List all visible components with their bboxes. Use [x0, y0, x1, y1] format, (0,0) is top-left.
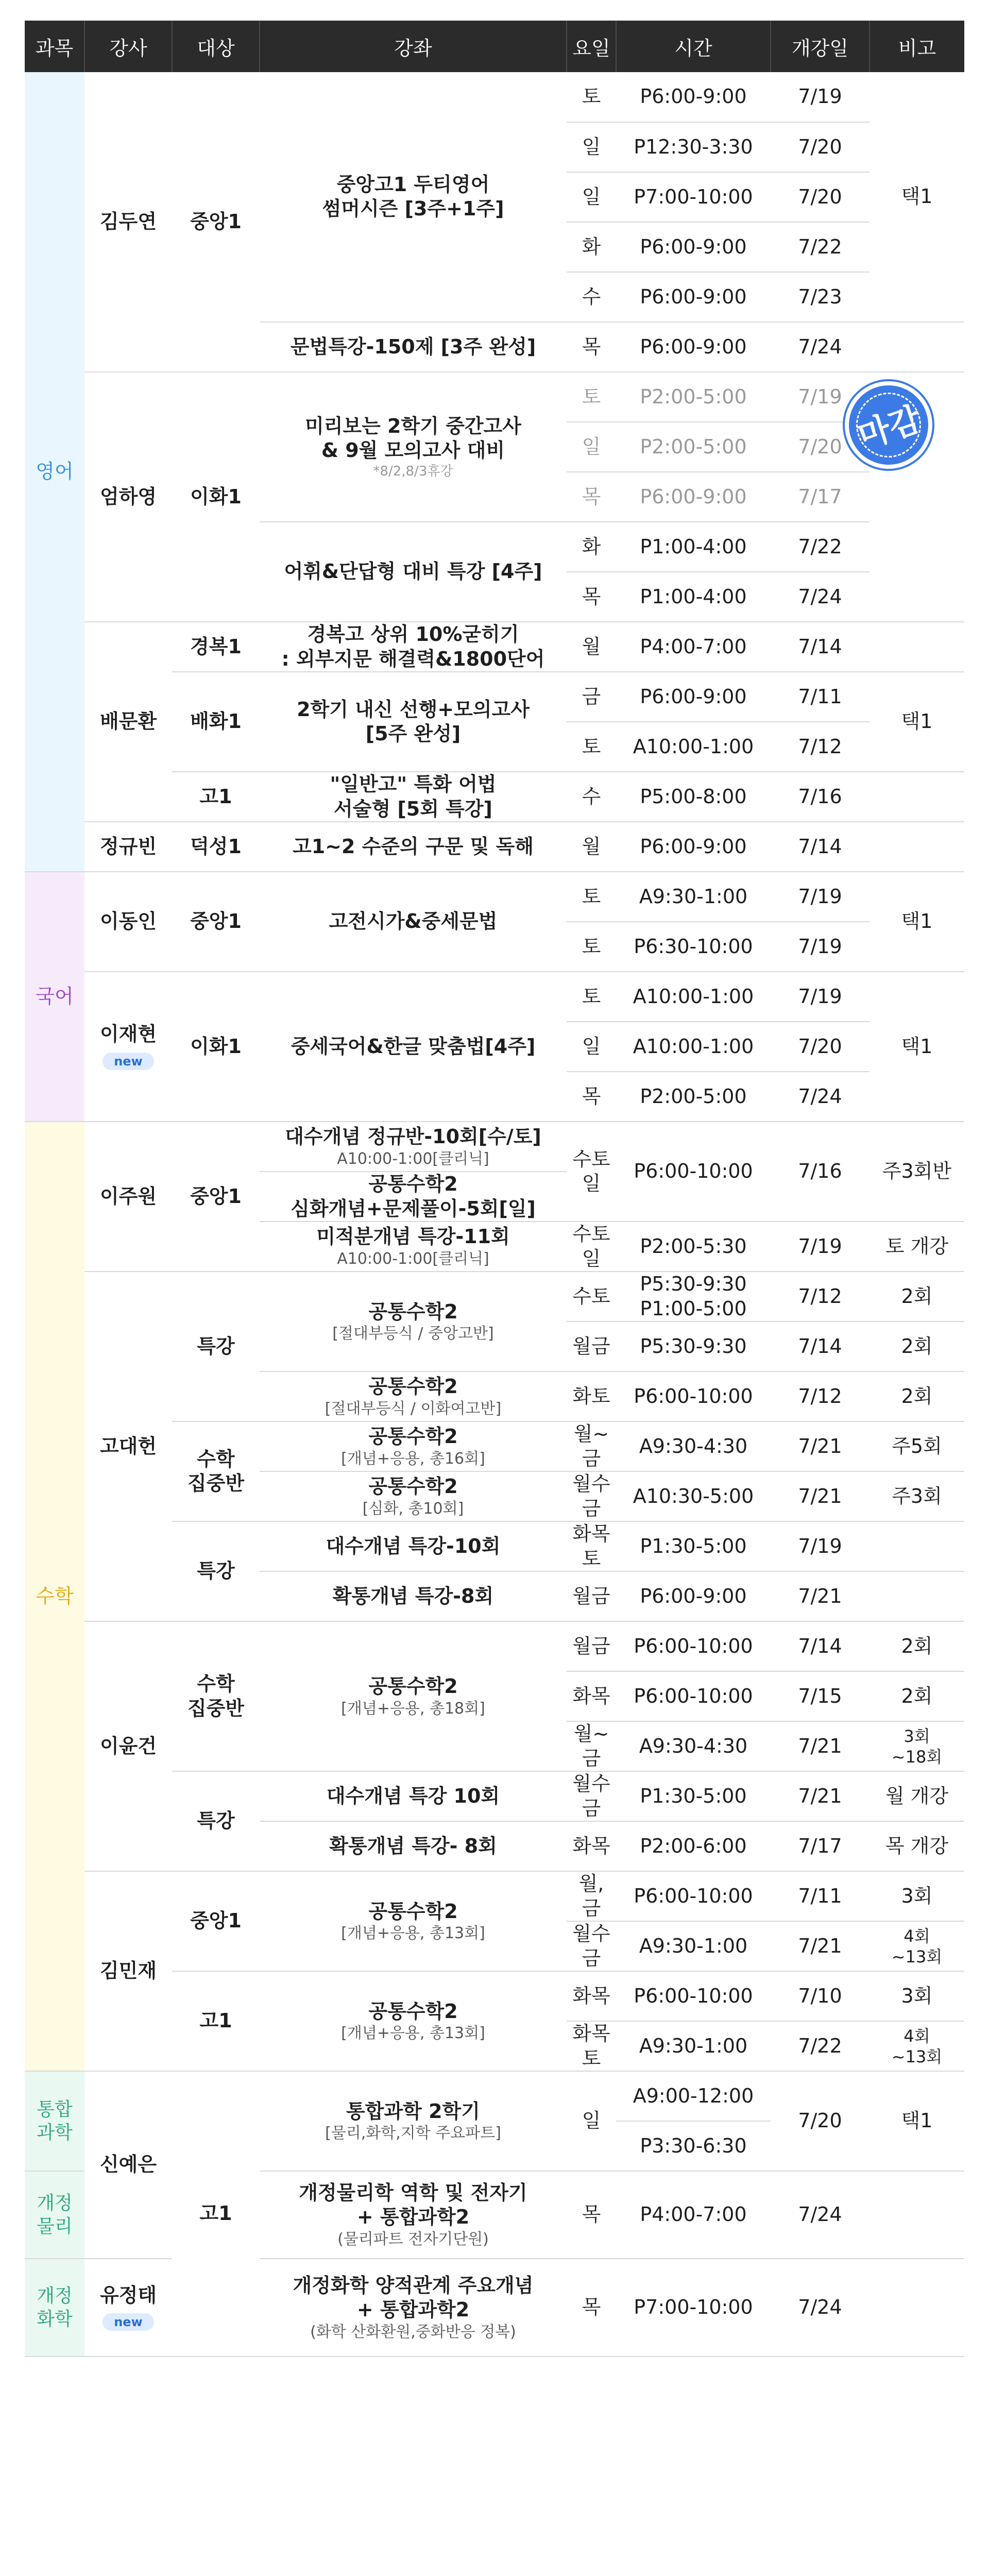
teacher-name [84, 972, 172, 1122]
time-cell: A9:30-1:00 [616, 872, 771, 922]
teacher-name: 이윤건 [84, 1621, 172, 1871]
target-school: 특강 [172, 1272, 260, 1421]
course-title [260, 1871, 567, 1971]
time-cell: A9:00-12:00 [616, 2071, 771, 2121]
course-title: 고전시가&중세문법 [260, 872, 567, 972]
day-cell: 토 [567, 372, 616, 422]
target-school: 경복1 [172, 622, 260, 672]
start-date-cell: 7/19 [771, 972, 869, 1022]
start-date-cell: 7/12 [771, 1371, 869, 1421]
start-date-cell: 7/20 [771, 422, 869, 472]
target-school: 중앙1 [172, 1122, 260, 1272]
day-cell: 수토일 [567, 1122, 616, 1222]
day-cell: 월~금 [567, 1721, 616, 1771]
start-date-cell: 7/24 [771, 2171, 869, 2259]
course-title [260, 672, 567, 772]
time-cell: P1:30-5:00 [616, 1771, 771, 1821]
time-cell: P12:30-3:30 [616, 122, 771, 172]
time-cell: P2:00-5:00 [616, 422, 771, 472]
teacher-label: 이재현 [99, 1023, 157, 1045]
note-cell: 택1 [869, 2071, 964, 2171]
note-cell [869, 2171, 964, 2259]
start-date-cell: 7/21 [771, 1421, 869, 1471]
header-teacher: 강사 [84, 21, 172, 72]
target-school: 중앙1 [172, 872, 260, 972]
table-row [25, 972, 964, 1022]
course-line: 중앙고1 두티영어 [336, 173, 490, 196]
note-cell [869, 322, 964, 372]
course-line: 심화개념+문제풀이-5회[일] [291, 1197, 536, 1220]
time-cell: P3:30-6:30 [616, 2121, 771, 2171]
schedule-table [25, 21, 964, 2357]
course-line: 대수개념 정규반-10회[수/토] [285, 1125, 541, 1148]
start-date-cell: 7/14 [771, 822, 869, 872]
day-cell: 토 [567, 972, 616, 1022]
teacher-name: 신예은 [84, 2071, 172, 2259]
day-cell: 화목토 [567, 1521, 616, 1571]
note-cell: 주3회 [869, 1471, 964, 1521]
target-school: 덕성1 [172, 822, 260, 872]
day-cell: 일 [567, 122, 616, 172]
course-line: 공통수학2 [368, 1675, 458, 1698]
start-date-cell: 7/11 [771, 672, 869, 722]
time-cell: P1:00-4:00 [616, 572, 771, 622]
time-cell [616, 1272, 771, 1321]
time-cell: P5:30-9:30 [616, 1321, 771, 1371]
day-cell: 화토 [567, 1371, 616, 1421]
start-date-cell: 7/20 [771, 172, 869, 222]
header-time: 시간 [616, 21, 771, 72]
time-cell: P6:00-10:00 [616, 1671, 771, 1721]
table-row [25, 1272, 964, 1321]
time-cell: P6:00-10:00 [616, 1621, 771, 1671]
time-cell: A10:00-1:00 [616, 1022, 771, 1072]
subject-korean: 국어 [25, 872, 84, 1122]
course-title [260, 1421, 567, 1471]
start-date-cell: 7/12 [771, 1272, 869, 1321]
start-date-cell: 7/19 [771, 922, 869, 972]
note-cell: 4회 ~13회 [869, 1921, 964, 1971]
course-line: 공통수학2 [368, 1475, 458, 1498]
table-row [25, 822, 964, 872]
start-date-cell: 7/14 [771, 1621, 869, 1671]
table-row [25, 1621, 964, 1671]
start-date-cell: 7/12 [771, 722, 869, 772]
course-title [260, 772, 567, 822]
start-date-cell: 7/19 [771, 1521, 869, 1571]
start-date-cell: 7/10 [771, 1971, 869, 2021]
note-cell: 목 개강 [869, 1821, 964, 1871]
start-date-cell: 7/23 [771, 272, 869, 322]
course-line: 공통수학2 [368, 1999, 458, 2023]
course-line: 미적분개념 특강-11회 [316, 1225, 510, 1248]
day-cell: 월,금 [567, 1871, 616, 1921]
teacher-name: 정규빈 [84, 822, 172, 872]
time-cell: A9:30-4:30 [616, 1421, 771, 1471]
time-cell: P6:30-10:00 [616, 922, 771, 972]
note-cell: 택1 [869, 672, 964, 772]
day-cell: 화목 [567, 1971, 616, 2021]
note-cell [869, 1571, 964, 1621]
time-cell: P6:00-9:00 [616, 822, 771, 872]
teacher-name: 엄하영 [84, 372, 172, 622]
teacher-name: 이주원 [84, 1122, 172, 1272]
course-title: 중세국어&한글 맞춤법[4주] [260, 972, 567, 1122]
course-subline: A10:00-1:00[클리닉] [337, 1149, 489, 1168]
note-cell: 택1 [869, 72, 964, 322]
subject-integrated-science: 통합 과학 [25, 2071, 84, 2171]
day-cell: 일 [567, 2071, 616, 2171]
target-school: 고1 [172, 1971, 260, 2071]
subject-math: 수학 [25, 1122, 84, 2071]
course-line: 미리보는 2학기 중간고사 [305, 414, 521, 437]
day-cell: 일 [567, 422, 616, 472]
day-cell: 월수금 [567, 1771, 616, 1821]
course-line: [5주 완성] [365, 722, 461, 745]
start-date-cell: 7/15 [771, 1671, 869, 1721]
table-row [25, 72, 964, 122]
time-cell: P2:00-5:00 [616, 372, 771, 422]
time-cell: P1:30-5:00 [616, 1521, 771, 1571]
time-cell: P6:00-10:00 [616, 1371, 771, 1421]
day-cell: 월금 [567, 1621, 616, 1671]
note-cell: 2회 [869, 1371, 964, 1421]
start-date-cell: 7/14 [771, 1321, 869, 1371]
note-cell [869, 1521, 964, 1571]
day-cell: 목 [567, 572, 616, 622]
note-cell [869, 2259, 964, 2357]
course-subline: [개념+응용, 총13회] [341, 1924, 485, 1942]
time-cell: P6:00-9:00 [616, 222, 771, 272]
course-line: + 통합과학2 [356, 2206, 470, 2229]
time-cell: P2:00-6:00 [616, 1821, 771, 1871]
course-title [260, 372, 567, 522]
table-header-row [25, 21, 964, 72]
target-school: 수학 집중반 [172, 1421, 260, 1521]
start-date-cell: 7/22 [771, 522, 869, 572]
header-target: 대상 [172, 21, 260, 72]
start-date-cell: 7/14 [771, 622, 869, 672]
start-date-cell: 7/21 [771, 1721, 869, 1771]
table-row [25, 622, 964, 672]
course-title [260, 1122, 567, 1172]
start-date-cell: 7/20 [771, 122, 869, 172]
start-date-cell: 7/24 [771, 1072, 869, 1122]
course-subline: [개념+응용, 총16회] [341, 1449, 485, 1468]
course-title [260, 1371, 567, 1421]
new-badge: new [103, 2313, 154, 2331]
course-line: : 외부지문 해결력&1800단어 [281, 647, 545, 670]
course-title [260, 1222, 567, 1272]
note-cell: 3회 ~18회 [869, 1721, 964, 1771]
note-cell: 월 개강 [869, 1771, 964, 1821]
course-line: & 9월 모의고사 대비 [321, 439, 505, 462]
course-title: 어휘&단답형 대비 특강 [4주] [260, 522, 567, 622]
day-cell: 목 [567, 322, 616, 372]
teacher-name: 배문환 [84, 622, 172, 822]
time-cell: P4:00-7:00 [616, 622, 771, 672]
time-cell: P6:00-9:00 [616, 1571, 771, 1621]
course-line: 경복고 상위 10%굳히기 [307, 623, 519, 646]
day-cell: 토 [567, 922, 616, 972]
day-cell: 목 [567, 1072, 616, 1122]
header-course: 강좌 [260, 21, 567, 72]
note-cell: 3회 [869, 1871, 964, 1921]
course-line: 공통수학2 [368, 1173, 458, 1195]
day-cell: 월 [567, 822, 616, 872]
note-cell [869, 622, 964, 672]
start-date-cell: 7/24 [771, 572, 869, 622]
time-cell: P2:00-5:00 [616, 1072, 771, 1122]
time-line: P5:30-9:30 [640, 1273, 747, 1295]
table-row [25, 2259, 964, 2357]
table-row [25, 372, 964, 422]
target-school: 중앙1 [172, 1871, 260, 1971]
target-school: 배화1 [172, 672, 260, 772]
stamp-label: 마감 [853, 400, 926, 456]
start-date-cell: 7/22 [771, 2021, 869, 2071]
start-date-cell: 7/21 [771, 1921, 869, 1971]
start-date-cell: 7/16 [771, 1122, 869, 1222]
header-day: 요일 [567, 21, 616, 72]
day-cell: 목 [567, 2171, 616, 2259]
course-title: 확통개념 특강- 8회 [260, 1821, 567, 1871]
time-cell: P6:00-9:00 [616, 72, 771, 122]
note-cell: 주3회반 [869, 1122, 964, 1222]
note-cell: 택1 [869, 872, 964, 972]
time-line: P1:00-5:00 [640, 1297, 747, 1320]
course-subline: [개념+응용, 총18회] [341, 1699, 485, 1718]
table-row [25, 1122, 964, 1172]
start-date-cell: 7/20 [771, 2071, 869, 2171]
course-title [260, 622, 567, 672]
target-school: 이화1 [172, 972, 260, 1122]
course-line: 통합과학 2학기 [346, 2099, 480, 2123]
target-school: 특강 [172, 1521, 260, 1621]
time-cell: A9:30-1:00 [616, 2021, 771, 2071]
course-subline: [절대부등식 / 이화여고반] [325, 1399, 502, 1418]
note-cell: 4회 ~13회 [869, 2021, 964, 2071]
start-date-cell: 7/22 [771, 222, 869, 272]
header-subject: 과목 [25, 21, 84, 72]
time-cell: P6:00-10:00 [616, 1871, 771, 1921]
start-date-cell: 7/21 [771, 1471, 869, 1521]
day-cell: 월금 [567, 1321, 616, 1371]
start-date-cell: 7/19 [771, 1222, 869, 1272]
start-date-cell: 7/19 [771, 72, 869, 122]
stamp-ring [848, 384, 930, 466]
course-subline: [물리,화학,지학 주요파트] [325, 2124, 501, 2142]
course-subline: (물리파트 전자기단원) [337, 2230, 489, 2248]
time-cell: P6:00-10:00 [616, 1122, 771, 1222]
course-line: "일반고" 특화 어법 [330, 773, 497, 795]
day-cell: 월수금 [567, 1471, 616, 1521]
time-cell: P6:00-9:00 [616, 672, 771, 722]
start-date-cell: 7/21 [771, 1571, 869, 1621]
course-line: 공통수학2 [368, 1900, 458, 1923]
teacher-name [84, 2259, 172, 2357]
note-cell: 주5회 [869, 1421, 964, 1471]
target-school: 수학 집중반 [172, 1621, 260, 1771]
note-cell: 2회 [869, 1272, 964, 1321]
time-cell: A10:00-1:00 [616, 722, 771, 772]
table-row [25, 2071, 964, 2121]
note-cell: 3회 [869, 1971, 964, 2021]
note-cell: 2회 [869, 1321, 964, 1371]
time-cell: P2:00-5:30 [616, 1222, 771, 1272]
course-title [260, 1471, 567, 1521]
day-cell: 토 [567, 72, 616, 122]
new-badge: new [103, 1053, 154, 1070]
time-cell: A10:30-5:00 [616, 1471, 771, 1521]
subject-revised-chemistry: 개정 화학 [25, 2259, 84, 2357]
table-row [25, 1871, 964, 1921]
course-title: 대수개념 특강 10회 [260, 1771, 567, 1821]
course-title: 고1~2 수준의 구문 및 독해 [260, 822, 567, 872]
start-date-cell: 7/19 [771, 372, 869, 422]
subject-english: 영어 [25, 72, 84, 872]
start-date-cell: 7/17 [771, 472, 869, 522]
time-cell: P7:00-10:00 [616, 172, 771, 222]
course-line: 공통수학2 [368, 1375, 458, 1398]
course-line: 공통수학2 [368, 1425, 458, 1448]
course-title [260, 2259, 567, 2357]
day-cell: 수토일 [567, 1222, 616, 1272]
start-date-cell: 7/24 [771, 322, 869, 372]
day-cell: 월~금 [567, 1421, 616, 1471]
day-cell: 수 [567, 772, 616, 822]
time-cell: P7:00-10:00 [616, 2259, 771, 2357]
day-cell: 화 [567, 522, 616, 572]
course-title: 대수개념 특강-10회 [260, 1521, 567, 1571]
day-cell: 월수금 [567, 1921, 616, 1971]
day-cell: 토 [567, 872, 616, 922]
day-cell: 화목토 [567, 2021, 616, 2071]
note-cell: 2회 [869, 1671, 964, 1721]
course-line: 2학기 내신 선행+모의고사 [297, 698, 530, 721]
time-cell: A9:30-1:00 [616, 1921, 771, 1971]
note-cell: 토 개강 [869, 1222, 964, 1272]
day-cell: 토 [567, 722, 616, 772]
course-title: 문법특강-150제 [3주 완성] [260, 322, 567, 372]
time-cell: P5:00-8:00 [616, 772, 771, 822]
start-date-cell: 7/20 [771, 1022, 869, 1072]
course-line: + 통합과학2 [356, 2298, 470, 2321]
day-cell: 월금 [567, 1571, 616, 1621]
header-start-date: 개강일 [771, 21, 869, 72]
time-cell: A9:30-4:30 [616, 1721, 771, 1771]
target-school: 특강 [172, 1771, 260, 1871]
course-title [260, 1272, 567, 1371]
course-subline: [개념+응용, 총13회] [341, 2024, 485, 2042]
course-line: 개정화학 양적관계 주요개념 [293, 2274, 534, 2297]
day-cell: 목 [567, 472, 616, 522]
day-cell: 일 [567, 1022, 616, 1072]
teacher-label: 유정태 [99, 2283, 157, 2307]
note-cell [869, 822, 964, 872]
course-title [260, 1621, 567, 1771]
course-line: 서술형 [5회 특강] [334, 797, 492, 820]
course-line: 썸머시즌 [3주+1주] [322, 197, 504, 220]
note-cell [869, 772, 964, 822]
course-title [260, 2071, 567, 2171]
start-date-cell: 7/17 [771, 1821, 869, 1871]
day-cell: 화 [567, 222, 616, 272]
day-cell: 수토 [567, 1272, 616, 1321]
start-date-cell: 7/16 [771, 772, 869, 822]
target-school: 중앙1 [172, 72, 260, 372]
course-title [260, 2171, 567, 2259]
time-cell: P1:00-4:00 [616, 522, 771, 572]
start-date-cell: 7/11 [771, 1871, 869, 1921]
course-title [260, 72, 567, 322]
time-cell: A10:00-1:00 [616, 972, 771, 1022]
course-note: *8/2,8/3휴강 [373, 463, 453, 479]
time-cell: P6:00-9:00 [616, 322, 771, 372]
start-date-cell: 7/21 [771, 1771, 869, 1821]
day-cell: 화목 [567, 1671, 616, 1721]
course-line: 공통수학2 [368, 1300, 458, 1323]
course-line: 개정물리학 역학 및 전자기 [299, 2181, 527, 2204]
target-school: 고1 [172, 2071, 260, 2357]
course-subline: [절대부등식 / 중앙고반] [332, 1325, 494, 1343]
course-title [260, 1172, 567, 1222]
course-title [260, 1971, 567, 2071]
teacher-name: 김민재 [84, 1871, 172, 2071]
time-cell: P6:00-9:00 [616, 472, 771, 522]
target-school: 이화1 [172, 372, 260, 622]
table-row [25, 872, 964, 922]
start-date-cell: 7/24 [771, 2259, 869, 2357]
day-cell: 금 [567, 672, 616, 722]
course-title: 확통개념 특강-8회 [260, 1571, 567, 1621]
teacher-name: 김두연 [84, 72, 172, 372]
day-cell: 월 [567, 622, 616, 672]
subject-revised-physics: 개정 물리 [25, 2171, 84, 2259]
course-subline: (화학 산화환원,중화반응 정복) [310, 2323, 516, 2341]
day-cell: 목 [567, 2259, 616, 2357]
start-date-cell: 7/19 [771, 872, 869, 922]
day-cell: 화목 [567, 1821, 616, 1871]
note-cell: 2회 [869, 1621, 964, 1671]
day-cell: 수 [567, 272, 616, 322]
teacher-name: 이동인 [84, 872, 172, 972]
course-subline: [심화, 총10회] [362, 1499, 464, 1518]
time-cell: P4:00-7:00 [616, 2171, 771, 2259]
target-school: 고1 [172, 772, 260, 822]
time-cell: P6:00-10:00 [616, 1971, 771, 2021]
course-subline: A10:00-1:00[클리닉] [337, 1249, 489, 1268]
time-cell: P6:00-9:00 [616, 272, 771, 322]
header-note: 비고 [869, 21, 964, 72]
day-cell: 일 [567, 172, 616, 222]
note-cell: 택1 [869, 972, 964, 1122]
teacher-name: 고대헌 [84, 1272, 172, 1621]
